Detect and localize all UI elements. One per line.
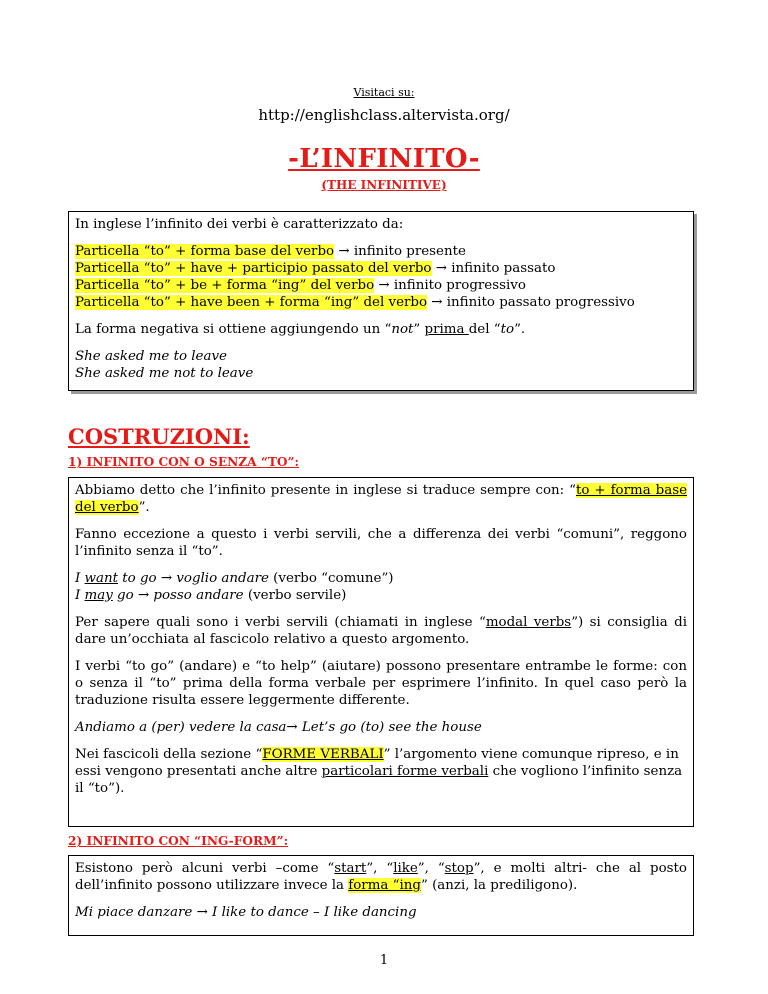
- site-url[interactable]: http://englishclass.altervista.org/: [258, 106, 510, 124]
- visit-label: Visitaci su:: [353, 86, 415, 99]
- paragraph: Abbiamo detto che l’infinito presente in inglese si traduce sempre con: “to + forma base del verbo”.: [75, 483, 687, 515]
- example-line: Andiamo a (per) vedere la casa→ Let’s go (to) see the house: [75, 720, 482, 735]
- paragraph: Per sapere quali sono i verbi servili (chiamati in inglese “modal verbs”) si consiglia di dare un’occhiata al fascicolo relativo a questo argomento.: [75, 615, 687, 647]
- intro-text: In inglese l’infinito dei verbi è caratterizzato da:: [75, 217, 404, 232]
- section-costruzioni-heading: COSTRUZIONI:: [68, 424, 250, 449]
- rule-result: infinito passato progressivo: [446, 295, 635, 310]
- example-line: Mi piace danzare → I like to dance – I like dancing: [75, 905, 417, 920]
- page-number: 1: [379, 953, 389, 968]
- rule-formula: Particella “to” + be + forma “ing” del verbo: [75, 278, 375, 293]
- example-line: I want to go → voglio andare (verbo “comune”): [75, 571, 394, 586]
- page-subtitle: (THE INFINITIVE): [321, 178, 447, 192]
- page-title: -L’INFINITO-: [288, 144, 480, 174]
- rule-result: infinito presente: [353, 244, 466, 259]
- rule-result: infinito passato: [451, 261, 556, 276]
- rule-line: Particella “to” + have been + forma “ing” del verbo → infinito passato progressivo: [75, 295, 635, 310]
- rule-result: infinito progressivo: [393, 278, 526, 293]
- paragraph: Fanno eccezione a questo i verbi servili, che a differenza dei verbi “comuni”, reggono l’infinito senza il “to”.: [75, 527, 687, 559]
- rule-line: Particella “to” + forma base del verbo → infinito presente: [75, 244, 466, 259]
- negative-form-text: La forma negativa si ottiene aggiungendo un “not” prima del “to”.: [75, 322, 526, 337]
- paragraph: Nei fascicoli della sezione “FORME VERBALI” l’argomento viene comunque ripreso, e in essi vengono presentati anche altre particolari forme verbali che vogliono l’infinito senza il “to”).: [75, 747, 683, 796]
- example-negative: She asked me not to leave: [75, 366, 254, 381]
- example-line: I may go → posso andare (verbo servile): [75, 588, 347, 603]
- infinitive-summary-box: [68, 211, 694, 391]
- rule-formula: Particella “to” + forma base del verbo: [75, 244, 335, 259]
- paragraph: Esistono però alcuni verbi –come “start”, “like”, “stop”, e molti altri- che al posto dell’infinito possono utilizzare invece la forma “ing” (anzi, la prediligono).: [75, 861, 687, 893]
- paragraph: I verbi “to go” (andare) e “to help” (aiutare) possono presentare entrambe le forme: con o senza il “to” prima della forma verbale per esprimere l’infinito. In quel caso però la traduzione risulta essere leggermente differente.: [75, 659, 687, 708]
- section-1-heading: 1) INFINITO CON O SENZA “TO”:: [68, 455, 300, 469]
- rule-formula: Particella “to” + have been + forma “ing” del verbo: [75, 295, 428, 310]
- section-2-box: [68, 855, 694, 936]
- section-2-heading: 2) INFINITO CON “ING-FORM”:: [68, 834, 289, 848]
- rule-line: Particella “to” + have + participio passato del verbo → infinito passato: [75, 261, 556, 276]
- section-1-box: [68, 477, 694, 827]
- rule-line: Particella “to” + be + forma “ing” del verbo → infinito progressivo: [75, 278, 526, 293]
- rule-formula: Particella “to” + have + participio passato del verbo: [75, 261, 432, 276]
- example-affirmative: She asked me to leave: [75, 349, 227, 364]
